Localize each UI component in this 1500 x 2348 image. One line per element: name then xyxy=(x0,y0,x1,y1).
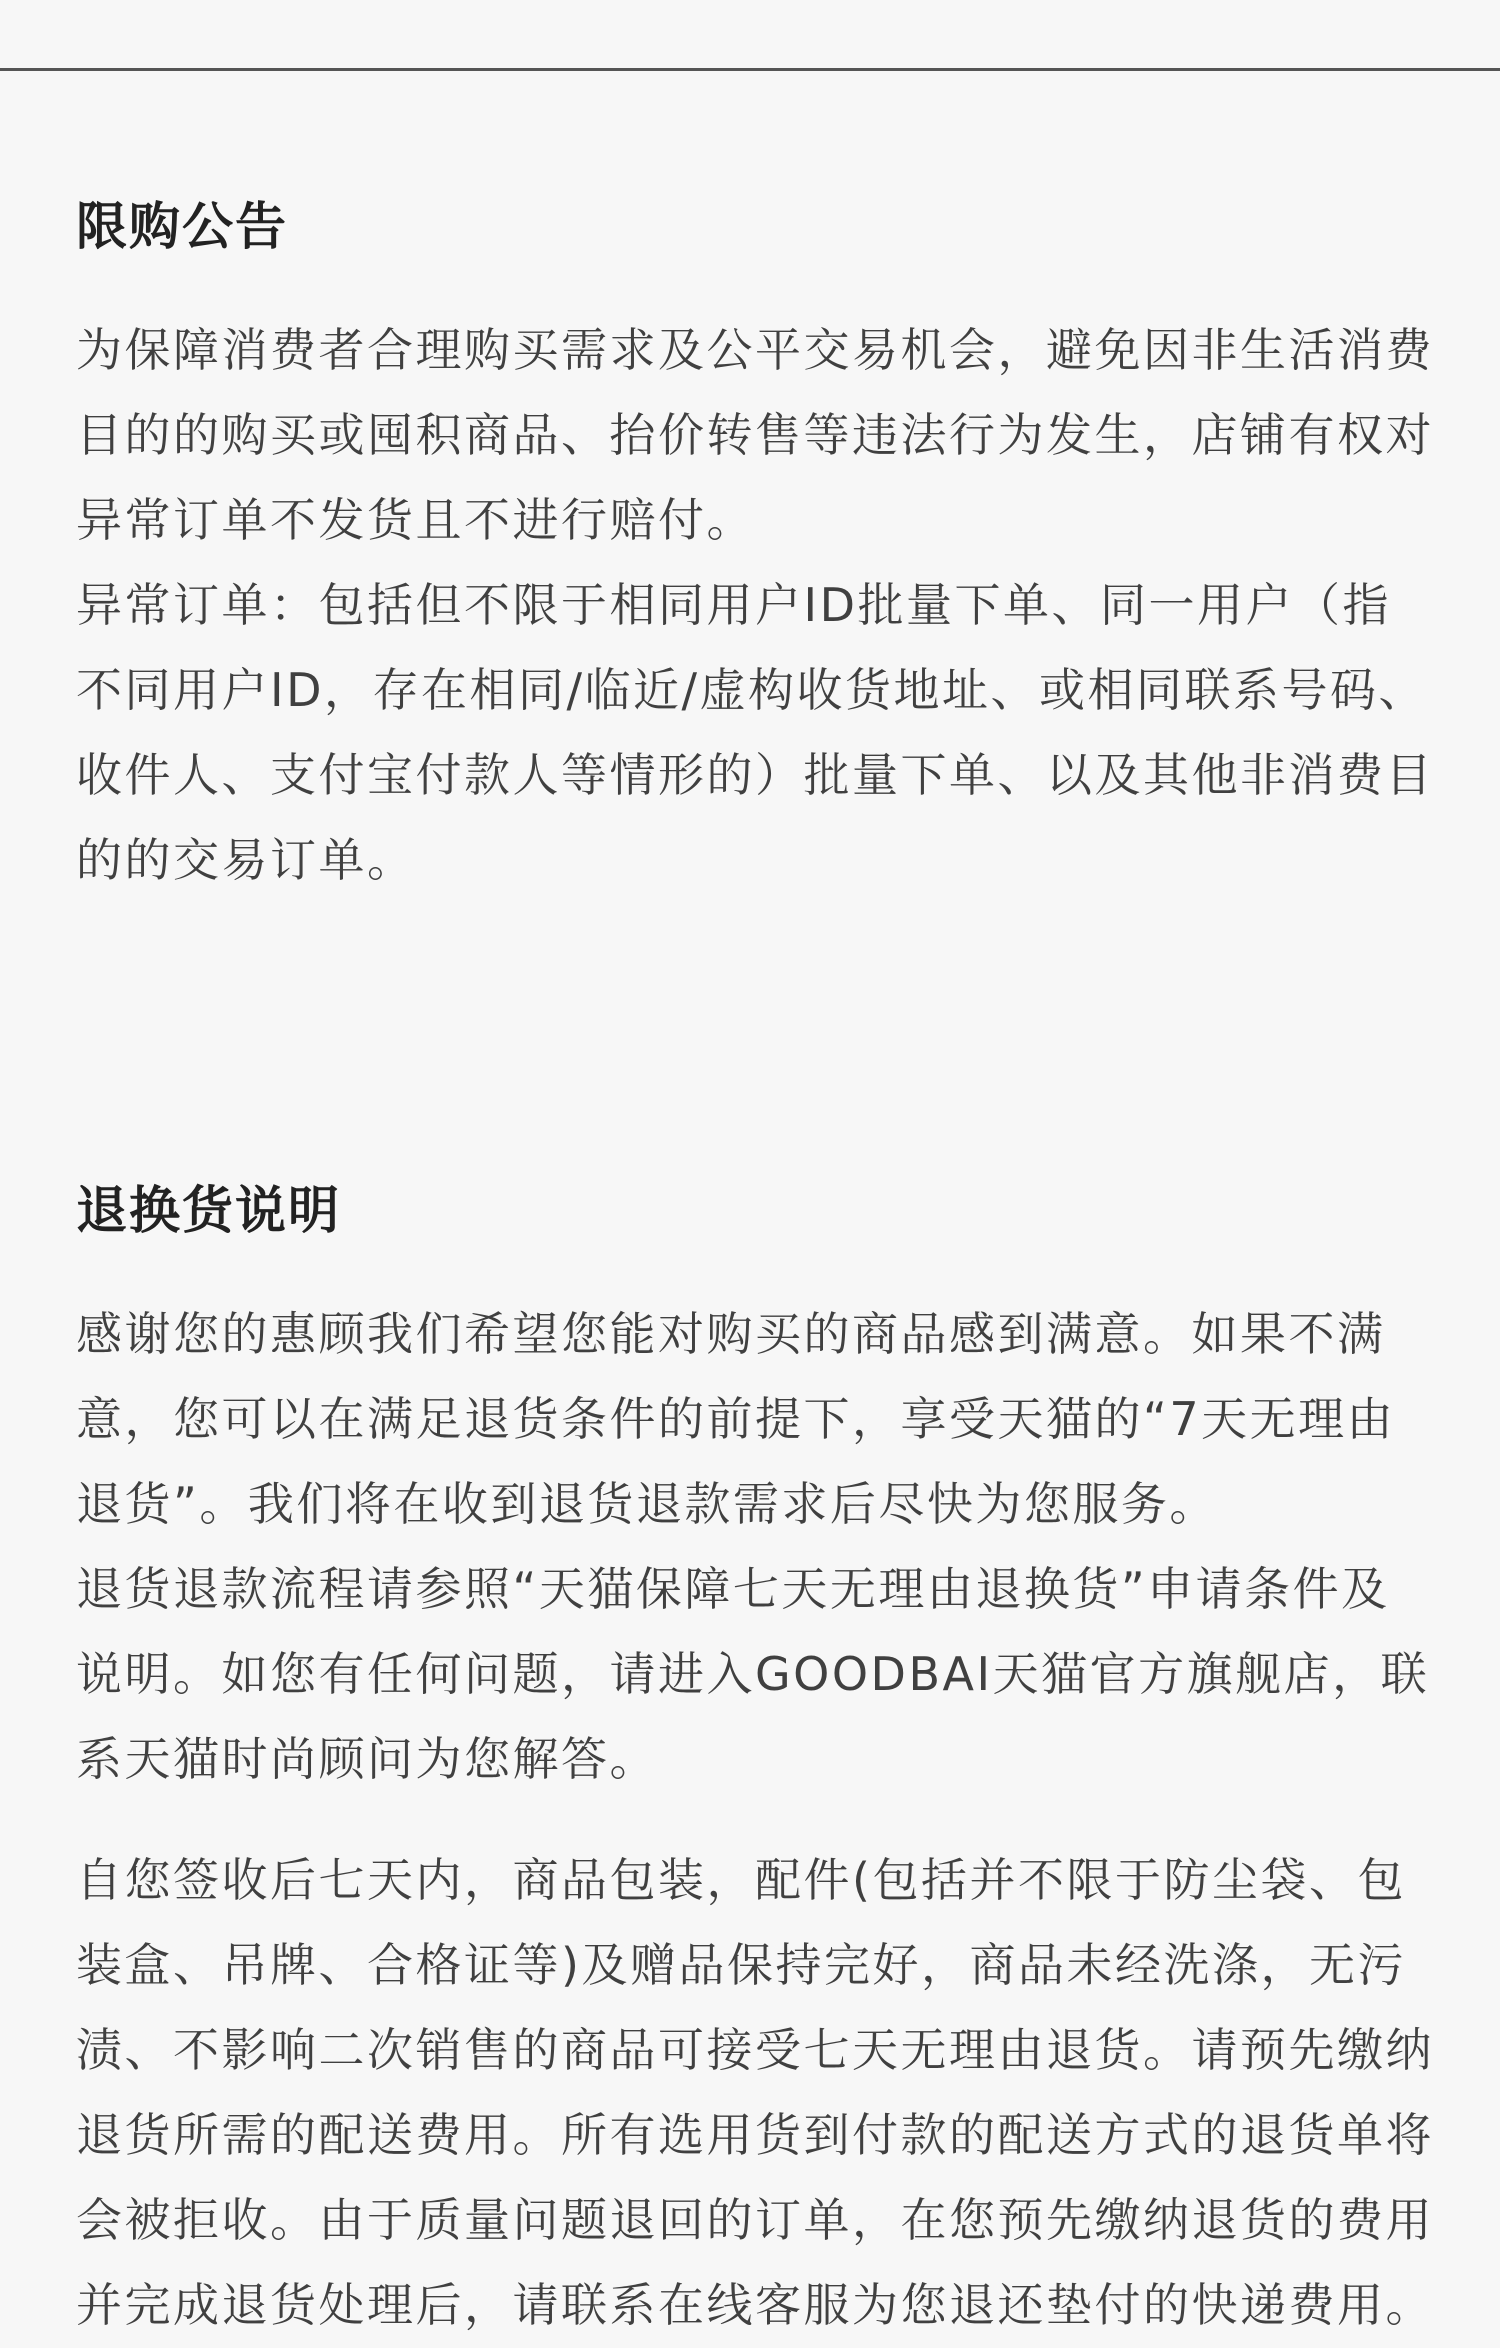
purchase-limit-notice-body xyxy=(76,308,1436,903)
purchase-limit-notice-title: 限购公告 xyxy=(76,198,289,257)
top-divider xyxy=(0,68,1500,71)
abnormal-order-paragraph: 异常订单：包括但不限于相同用户ID批量下单、同一用户（指不同用户ID，存在相同/临近/虚构收货地址、或相同联系号码、收件人、支付宝付款人等情形的）批量下单、以及其他非消费目的的交易订单。 xyxy=(76,578,1434,887)
return-process-paragraph: 退货退款流程请参照“天猫保障七天无理由退换货”申请条件及说明。如您有任何问题，请进入GOODBAI天猫官方旗舰店，联系天猫时尚顾问为您解答。 xyxy=(76,1562,1430,1786)
return-exchange-body xyxy=(76,1292,1436,2348)
purchase-limit-notice-section xyxy=(76,188,1436,903)
return-exchange-section xyxy=(76,1172,1436,2348)
notice-paragraph: 为保障消费者合理购买需求及公平交易机会，避免因非生活消费目的的购买或囤积商品、抬价转售等违法行为发生，店铺有权对异常订单不发货且不进行赔付。 xyxy=(76,323,1434,547)
return-conditions-paragraph: 自您签收后七天内，商品包装，配件(包括并不限于防尘袋、包装盒、吊牌、合格证等)及赠品保持完好，商品未经洗涤，无污渍、不影响二次销售的商品可接受七天无理由退货。请预先缴纳退货所需的配送费用。所有选用货到付款的配送方式的退货单将会被拒收。由于质量问题退回的订单，在您预先缴纳退货的费用并完成退货处理后，请联系在线客服为您退还垫付的快递费用。 xyxy=(76,1853,1434,2332)
return-exchange-title: 退换货说明 xyxy=(76,1182,342,1241)
thanks-paragraph: 感谢您的惠顾我们希望您能对购买的商品感到满意。如果不满意，您可以在满足退货条件的前提下，享受天猫的“7天无理由退货”。我们将在收到退货退款需求后尽快为您服务。 xyxy=(76,1307,1396,1531)
